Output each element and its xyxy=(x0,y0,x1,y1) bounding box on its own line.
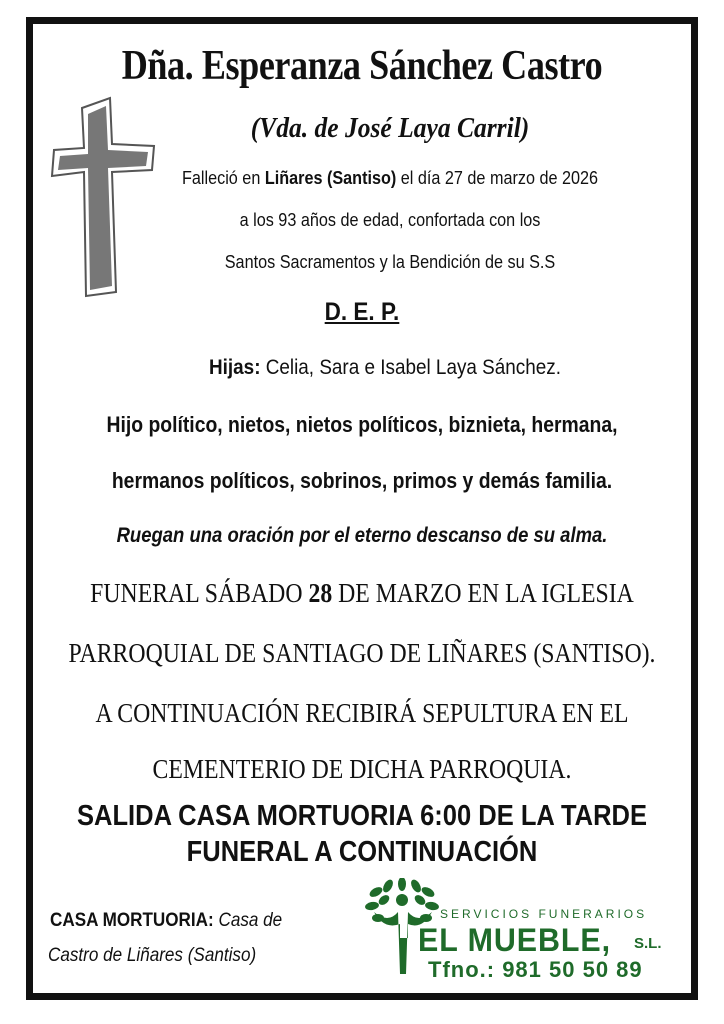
daughters-names: Celia, Sara e Isabel Laya Sánchez. xyxy=(260,356,561,379)
widow-of: (Vda. de José Laya Carril) xyxy=(250,112,530,144)
house-line-2: Castro de Liñares (Santiso) xyxy=(48,945,257,966)
cross-icon xyxy=(50,96,160,301)
funeral-line-2: PARROQUIAL DE SANTIAGO DE LIÑARES (SANTISO). xyxy=(68,638,656,668)
house-line-1: CASA MORTUORIA: Casa de xyxy=(50,910,283,931)
logo-name: EL MUEBLE, xyxy=(418,922,612,958)
death-line: Falleció en Liñares (Santiso) el día 27 de marzo de 2026 xyxy=(181,168,599,188)
daughters-line xyxy=(187,356,583,380)
funeral-line-3: A CONTINUACIÓN RECIBIRÁ SEPULTURA EN EL xyxy=(95,698,629,728)
sacraments-line: Santos Sacramentos y la Bendición de su S.S xyxy=(224,252,556,272)
family-line-2: hermanos políticos, sobrinos, primos y demás familia. xyxy=(111,468,613,493)
age-line: a los 93 años de edad, confortada con los xyxy=(239,210,541,230)
family-line-1: Hijo político, nietos, nietos políticos, biznieta, hermana, xyxy=(106,412,618,437)
logo-subtitle: SERVICIOS FUNERARIOS xyxy=(440,907,648,921)
departure-line: SALIDA CASA MORTUORIA 6:00 DE LA TARDE xyxy=(77,800,647,832)
logo-suffix: S.L. xyxy=(634,935,662,952)
logo-phone: Tfno.: 981 50 50 89 xyxy=(428,957,643,982)
dep-heading: D. E. P. xyxy=(324,298,400,326)
funeral-line-4: CEMENTERIO DE DICHA PARROQUIA. xyxy=(152,754,572,784)
house-label: CASA MORTUORIA: xyxy=(50,910,214,931)
daughters-label: Hijas: xyxy=(209,356,261,379)
funeral-line-1: FUNERAL SÁBADO 28 DE MARZO EN LA IGLESIA xyxy=(90,578,634,608)
deceased-name: Dña. Esperanza Sánchez Castro xyxy=(121,43,603,89)
funeral-after-line: FUNERAL A CONTINUACIÓN xyxy=(186,836,538,868)
prayer-line: Ruegan una oración por el eterno descanso de su alma. xyxy=(116,524,608,547)
